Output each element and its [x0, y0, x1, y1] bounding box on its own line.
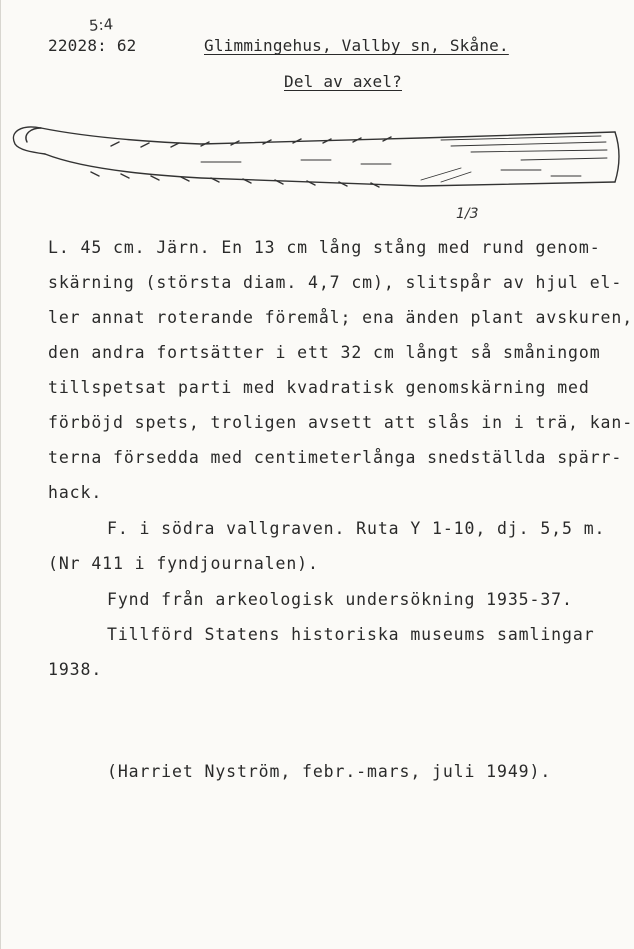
description-line-4: den andra fortsätter i ett 32 cm långt så småningom — [48, 343, 601, 362]
object-title: Del av axel? — [284, 72, 402, 91]
axle-drawing — [1, 110, 634, 200]
description-line-8: hack. — [48, 483, 103, 502]
accession-year: 1938. — [48, 660, 103, 679]
handwritten-mark: 5:4 — [88, 15, 114, 35]
find-journal-number: (Nr 411 i fyndjournalen). — [48, 554, 319, 573]
location-heading: Glimmingehus, Vallby sn, Skåne. — [204, 36, 509, 55]
description-line-3: ler annat roterande föremål; ena änden plant avskuren, — [48, 308, 634, 327]
accession-note: Tillförd Statens historiska museums samlingar — [107, 625, 595, 644]
find-location: F. i södra vallgraven. Ruta Y 1-10, dj. 5,5 m. — [107, 519, 606, 538]
description-line-7: terna försedda med centimeterlånga snedställda spärr- — [48, 448, 623, 467]
excavation-note: Fynd från arkeologisk undersökning 1935-37. — [107, 590, 573, 609]
description-line-2: skärning (största diam. 4,7 cm), slitspår av hjul el- — [48, 273, 623, 292]
scale-label: 1/3 — [456, 206, 479, 222]
catalog-number: 22028: 62 — [48, 36, 137, 55]
author-signature: (Harriet Nyström, febr.-mars, juli 1949). — [107, 762, 552, 781]
description-line-6: förböjd spets, troligen avsett att slås in i trä, kan- — [48, 413, 634, 432]
description-line-5: tillspetsat parti med kvadratisk genomskärning med — [48, 378, 590, 397]
description-line-1: L. 45 cm. Järn. En 13 cm lång stång med rund genom- — [48, 238, 601, 257]
